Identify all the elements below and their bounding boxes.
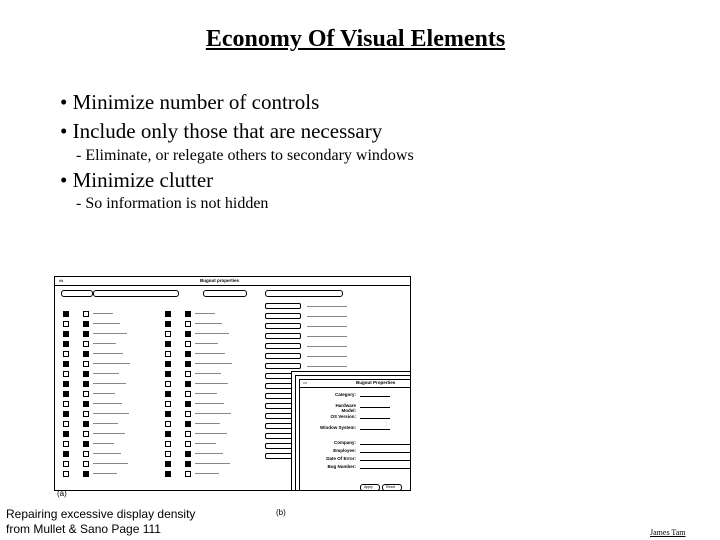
figure-checkbox	[165, 361, 171, 367]
bullet-include-necessary: • Include only those that are necessary	[60, 119, 383, 143]
figure-checkbox	[165, 391, 171, 397]
dialog-field-value	[360, 468, 411, 469]
figure-checkbox	[83, 441, 89, 447]
dialog-field-value	[360, 452, 411, 453]
figure-checkbox	[83, 411, 89, 417]
figure-checkbox	[185, 361, 191, 367]
figure-checkbox	[185, 311, 191, 317]
figure-checkbox	[63, 411, 69, 417]
figure-checkbox	[165, 441, 171, 447]
figure-field-value	[307, 336, 347, 337]
figure-field-label	[265, 323, 301, 329]
figure-row-text	[93, 333, 127, 334]
figure-window-header	[55, 277, 410, 286]
figure-checkbox	[165, 431, 171, 437]
figure-checkbox	[63, 451, 69, 457]
caption-line-2: from Mullet & Sano Page 111	[6, 522, 161, 536]
figure-checkbox	[185, 461, 191, 467]
figure-row-text	[195, 313, 215, 314]
figure-row-text	[93, 343, 116, 344]
figure-row-text	[195, 433, 227, 434]
figure-checkbox	[83, 351, 89, 357]
figure-row-text	[195, 413, 231, 414]
bullet-minimize-controls: • Minimize number of controls	[60, 90, 320, 114]
sub-bullet-eliminate: - Eliminate, or relegate others to secondary windows	[76, 147, 414, 164]
figure-row-text	[195, 453, 223, 454]
slide-title: Economy Of Visual Elements	[205, 26, 506, 52]
figure-field-value	[307, 366, 347, 367]
figure-checkbox	[165, 421, 171, 427]
figure-checkbox	[83, 361, 89, 367]
figure-row-text	[93, 393, 115, 394]
figure-field-value	[307, 316, 347, 317]
figure-checkbox	[63, 361, 69, 367]
dialog-field-label: OS Version:	[330, 414, 356, 419]
figure-row-text	[93, 353, 123, 354]
figure-checkbox	[185, 391, 191, 397]
figure-checkbox	[185, 341, 191, 347]
figure-checkbox	[165, 471, 171, 477]
figure-checkbox	[63, 421, 69, 427]
figure-checkbox	[185, 321, 191, 327]
figure-button-3	[203, 290, 247, 297]
figure-row-text	[195, 353, 225, 354]
figure-field-value	[307, 346, 347, 347]
caption-line-1: Repairing excessive display density	[6, 507, 196, 521]
figure-row-text	[93, 433, 125, 434]
figure-checkbox	[63, 461, 69, 467]
figure-checkbox	[63, 391, 69, 397]
figure-checkbox	[185, 371, 191, 377]
properties-dialog	[299, 379, 411, 491]
figure-row-text	[93, 463, 128, 464]
figure-checkbox	[165, 411, 171, 417]
window-menu-icon: ▭	[59, 278, 64, 283]
figure-row-text	[195, 323, 222, 324]
figure-row-text	[195, 423, 220, 424]
dialog-field-value	[360, 396, 390, 397]
figure-checkbox	[185, 331, 191, 337]
figure-field-label	[265, 313, 301, 319]
figure-field-label	[265, 343, 301, 349]
figure-checkbox	[63, 381, 69, 387]
figure-checkbox	[165, 351, 171, 357]
dialog-field-value	[360, 444, 411, 445]
figure-checkbox	[83, 471, 89, 477]
dialog-field-value	[360, 407, 390, 408]
figure-checkbox	[83, 371, 89, 377]
figure-checkbox	[185, 421, 191, 427]
figure-field-label	[265, 363, 301, 369]
figure-checkbox	[165, 371, 171, 377]
figure-checkbox	[185, 411, 191, 417]
author-credit: James Tam	[650, 528, 686, 537]
figure-field-value	[307, 356, 347, 357]
figure-checkbox	[185, 451, 191, 457]
figure-row-text	[93, 423, 118, 424]
dialog-field-value	[360, 460, 411, 461]
figure-checkbox	[185, 441, 191, 447]
figure-window-title: Bugout properties	[200, 278, 239, 283]
figure-checkbox	[63, 471, 69, 477]
figure-checkbox	[165, 381, 171, 387]
figure-checkbox	[63, 321, 69, 327]
figure-checkbox	[83, 451, 89, 457]
dialog-field-label: Company:	[333, 440, 356, 445]
figure-field-label	[265, 333, 301, 339]
dialog-apply-button: Apply	[360, 484, 380, 491]
figure-checkbox	[165, 331, 171, 337]
figure-row-text	[93, 443, 114, 444]
figure-checkbox	[165, 451, 171, 457]
figure-checkbox	[83, 331, 89, 337]
figure-checkbox	[83, 401, 89, 407]
figure-checkbox	[83, 391, 89, 397]
figure-checkbox	[83, 381, 89, 387]
figure-checkbox	[185, 381, 191, 387]
figure-checkbox	[83, 341, 89, 347]
figure-checkbox	[185, 471, 191, 477]
figure-checkbox	[165, 311, 171, 317]
figure-checkbox	[63, 441, 69, 447]
figure-checkbox	[165, 321, 171, 327]
figure-checkbox	[63, 311, 69, 317]
dialog-title: Bugout Properties	[356, 380, 396, 385]
figure-checkbox	[63, 371, 69, 377]
dialog-header	[300, 380, 411, 388]
figure-row-text	[195, 403, 224, 404]
dialog-field-label: Category:	[334, 392, 356, 397]
figure-button-1	[61, 290, 93, 297]
figure-checkbox	[63, 431, 69, 437]
figure-caption	[6, 507, 195, 537]
figure-row-text	[195, 333, 229, 334]
figure-checkbox	[83, 321, 89, 327]
figure-row-text	[93, 373, 119, 374]
dialog-field-label: Bug Number:	[327, 464, 356, 469]
figure-field-value	[307, 306, 347, 307]
figure-checkbox	[185, 401, 191, 407]
figure-row-text	[93, 473, 117, 474]
dialog-field-value	[360, 429, 390, 430]
figure-label-a: (a)	[57, 489, 67, 498]
figure-button-2	[93, 290, 179, 297]
figure-row-text	[195, 343, 218, 344]
figure-field-value	[307, 326, 347, 327]
figure-row-text	[195, 463, 230, 464]
figure-row-text	[195, 393, 217, 394]
bullet-minimize-clutter: • Minimize clutter	[60, 168, 214, 192]
figure-row-text	[93, 383, 126, 384]
figure-checkbox	[83, 461, 89, 467]
figure-row-text	[195, 363, 232, 364]
dialog-field-label: Date Of Error:	[326, 456, 356, 461]
figure-row-text	[93, 403, 122, 404]
figure-checkbox	[83, 421, 89, 427]
figure-field-label	[265, 303, 301, 309]
sub-bullet-not-hidden: - So information is not hidden	[76, 195, 269, 212]
dialog-field-label: Hardware Model:	[335, 403, 356, 413]
dialog-field-label: Window System:	[320, 425, 356, 430]
figure-row-text	[195, 373, 221, 374]
dialog-reset-button: Reset	[382, 484, 402, 491]
figure-checkbox	[63, 341, 69, 347]
figure-label-b: (b)	[276, 508, 286, 517]
figure-row-text	[93, 453, 121, 454]
figure-checkbox	[165, 401, 171, 407]
figure-row-text	[93, 323, 120, 324]
cluttered-window-figure	[54, 276, 411, 491]
figure-button-4	[265, 290, 343, 297]
figure-row-text	[195, 473, 219, 474]
figure-checkbox	[185, 351, 191, 357]
figure-row-text	[93, 363, 130, 364]
figure-field-label	[265, 353, 301, 359]
figure-checkbox	[63, 351, 69, 357]
figure-checkbox	[165, 461, 171, 467]
dialog-field-label: Employee:	[333, 448, 356, 453]
dialog-field-value	[360, 418, 390, 419]
figure-checkbox	[165, 341, 171, 347]
figure-checkbox	[63, 331, 69, 337]
figure-row-text	[195, 383, 228, 384]
figure-checkbox	[83, 431, 89, 437]
dialog-menu-icon: ▭	[303, 380, 308, 385]
figure-checkbox	[83, 311, 89, 317]
figure-checkbox	[63, 401, 69, 407]
figure-row-text	[93, 413, 129, 414]
figure-row-text	[93, 313, 113, 314]
figure-checkbox	[185, 431, 191, 437]
figure-row-text	[195, 443, 216, 444]
